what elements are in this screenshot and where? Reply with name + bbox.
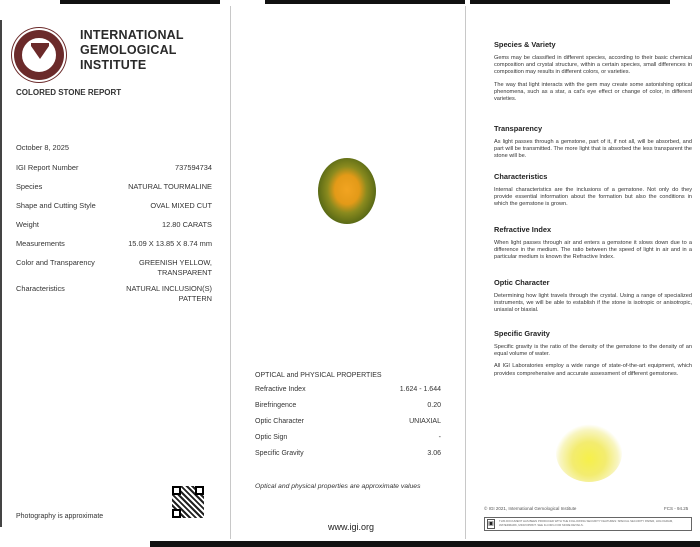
diamond-icon	[31, 46, 49, 59]
glossary-transparency: Transparency As light passes through a gemstone, part of it, if not all, will be absorbed, and part will be transmitted. The more light that is absorbed the less transparent the stone will be.	[494, 124, 692, 160]
organization-name: INTERNATIONAL GEMOLOGICAL INSTITUTE	[80, 28, 184, 72]
scan-edge-top-right	[470, 0, 670, 4]
optical-properties-title: OPTICAL and PHYSICAL PROPERTIES	[255, 372, 382, 379]
report-type: COLORED STONE REPORT	[16, 88, 122, 97]
photo-note: Photography is approximate	[16, 513, 104, 520]
scan-edge-top-left	[60, 0, 220, 4]
form-code: FCS - 94.25	[664, 506, 689, 511]
glossary-characteristics: Characteristics Internal characteristics are the inclusions of a gemstone. Not only do they provide essential information about the formation but also the conditions in which the gemstone is grown.	[494, 172, 692, 208]
hologram-seal	[556, 424, 622, 482]
gemstone-photo	[318, 158, 376, 224]
optical-note: Optical and physical properties are approximate values	[255, 483, 421, 490]
glossary-refractive-index: Refractive Index When light passes through air and enters a gemstone it slows down due to a difference in the medium. The ratio between the speed of light in air and in a particular medium is known the Refractive Index.	[494, 225, 692, 261]
qr-code[interactable]	[172, 486, 204, 518]
scan-edge-top-mid	[265, 0, 465, 4]
website-link[interactable]: www.igi.org	[328, 522, 375, 532]
scan-edge-bottom	[150, 541, 700, 547]
glossary-species-variety: Species & Variety Gems may be classified in different species, according to their basic chemical composition and crystal structure, within a certain species, small differences in composition may results in different colors, or varieties. The way that light interacts with the gem may create some astonishing optical phenomena, such as a star, a cat's eye effect or change of color, in different varieties.	[494, 40, 692, 103]
copyright: © IGI 2021, International Gemological Institute	[484, 506, 577, 511]
fold-divider-1	[230, 6, 231, 539]
glossary-optic-character: Optic Character Determining how light travels through the crystal. Using a range of specialized instruments, we will be able to establish if the stone is isotropic or anisotropic, uniaxial or biaxial.	[494, 278, 692, 314]
security-disclaimer: ▣ THIS DOCUMENT HAS BEEN PRODUCED WITH THE FOLLOWING SECURITY FEATURES: SPECIAL SECURITY PAPER, HOLOGRAM, WATERMARK, MICROPRINT. SEE IGI.ORG FOR MORE DETAILS.	[484, 517, 692, 531]
glossary-specific-gravity: Specific Gravity Specific gravity is the ratio of the density of the gemstone to the density of an equal volume of water. All IGI Laboratories employ a wide range of state-of-the-art equipment, which provides comprehensive and accurate assessment of different gemstones.	[494, 329, 692, 377]
igi-seal-logo	[14, 30, 64, 80]
fold-divider-2	[465, 6, 466, 539]
lock-icon: ▣	[488, 521, 494, 527]
scan-edge-left	[0, 20, 2, 527]
